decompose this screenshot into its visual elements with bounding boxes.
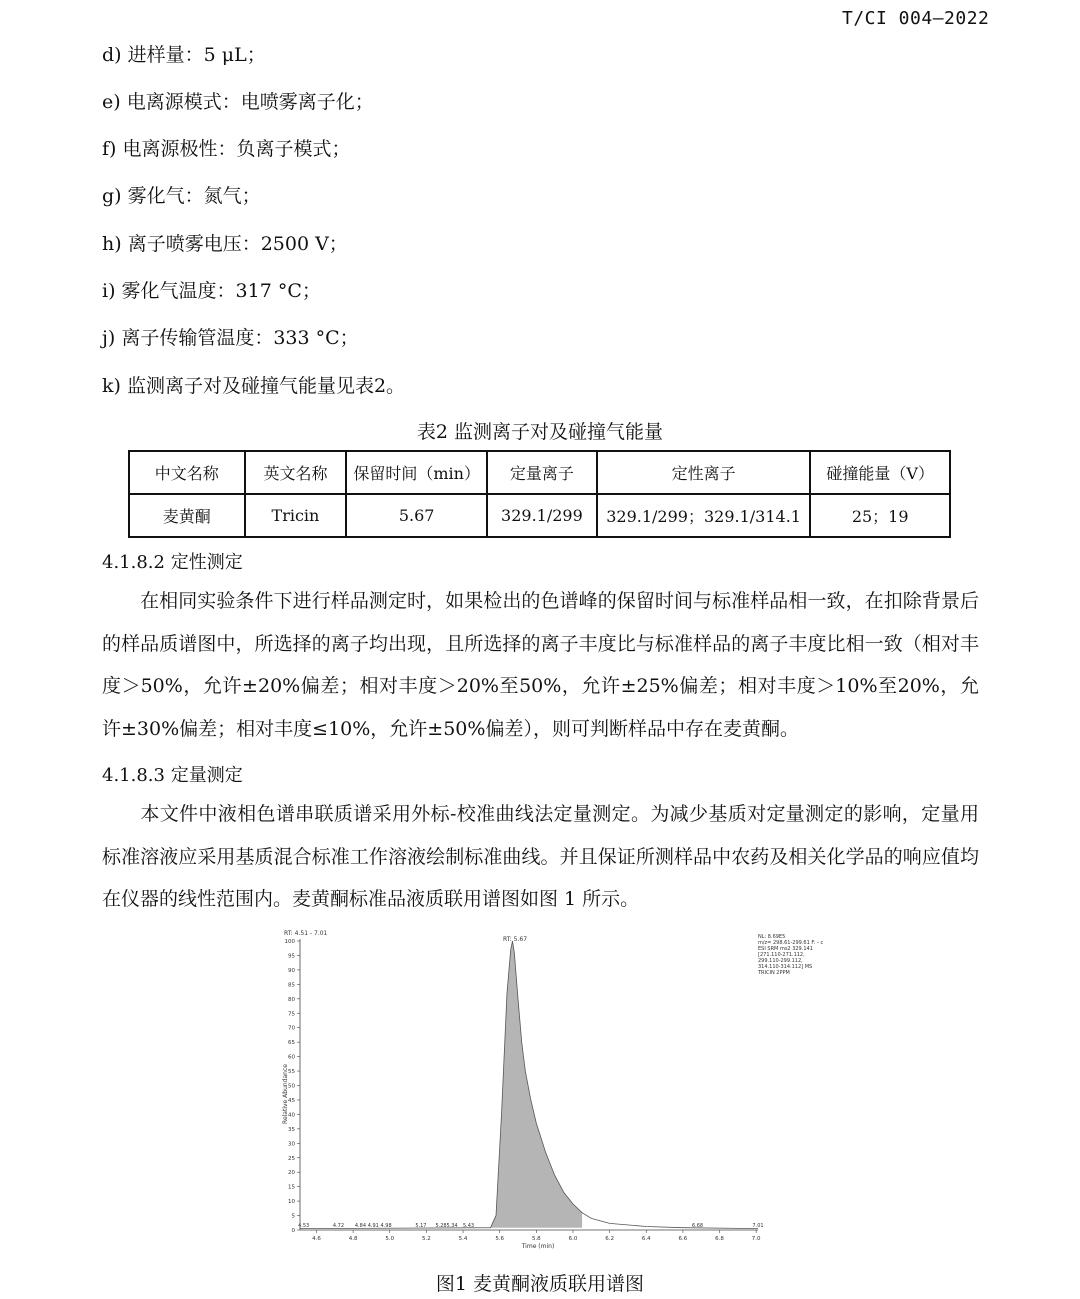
table-header-cell: 英文名称	[245, 451, 347, 494]
y-tick-label: 10	[288, 1199, 295, 1206]
y-tick-label: 60	[288, 1054, 295, 1061]
table-cell: Tricin	[245, 494, 347, 537]
y-tick-label: 0	[291, 1228, 295, 1234]
scan-info-line: TRICIN 2PPM	[758, 970, 790, 976]
y-tick-label: 25	[288, 1155, 295, 1162]
scan-info-line: [271.110-271.112,	[758, 952, 805, 958]
table-header-cell: 碰撞能量（V）	[810, 451, 950, 494]
table-row	[129, 494, 950, 537]
table-cell: 329.1/299	[487, 494, 597, 537]
paragraph	[102, 793, 979, 921]
table-header-cell: 保留时间（min）	[346, 451, 487, 494]
y-tick-label: 50	[288, 1083, 295, 1090]
y-tick-label: 100	[284, 939, 295, 945]
x-tick-label: 6.6	[678, 1236, 688, 1242]
scan-info-line: 299.110-299.112,	[758, 958, 803, 964]
paragraph	[102, 580, 979, 750]
y-tick-label: 65	[288, 1040, 295, 1047]
y-tick-label: 45	[288, 1097, 295, 1104]
y-tick-label: 30	[288, 1141, 295, 1148]
minor-peak-label: 5.28	[435, 1223, 447, 1229]
y-tick-label: 20	[288, 1170, 295, 1177]
table-header-cell: 中文名称	[129, 451, 245, 494]
x-tick-label: 7.0	[751, 1236, 761, 1242]
x-tick-label: 6.4	[641, 1236, 651, 1242]
peak-area	[491, 941, 583, 1228]
scan-info-line: NL: 8.69E5	[758, 934, 786, 940]
y-tick-label: 80	[288, 996, 295, 1003]
x-tick-label: 5.8	[531, 1236, 541, 1242]
y-tick-label: 75	[288, 1011, 295, 1018]
minor-peak-label: 4.98	[380, 1223, 392, 1229]
y-tick-label: 55	[288, 1069, 295, 1076]
table-caption: 表2 监测离子对及碰撞气能量	[416, 421, 664, 443]
x-tick-label: 5.2	[422, 1236, 431, 1242]
y-tick-label: 90	[288, 967, 295, 974]
section-heading: 4.1.8.2 定性测定	[102, 552, 243, 573]
minor-peak-label: 4.72	[332, 1223, 345, 1229]
y-tick-label: 70	[288, 1025, 295, 1032]
table-cell: 329.1/299；329.1/314.1	[597, 494, 811, 537]
y-tick-label: 95	[288, 953, 295, 960]
x-tick-label: 4.8	[348, 1236, 358, 1242]
table-header-cell: 定量离子	[487, 451, 597, 494]
x-tick-label: 6.8	[715, 1236, 724, 1242]
y-tick-label: 40	[288, 1112, 295, 1119]
list-item: h) 离子喷雾电压：2500 V；	[102, 233, 348, 255]
minor-peak-label: 5.17	[415, 1223, 427, 1229]
list-item: g) 雾化气：氮气；	[102, 185, 261, 207]
table-cell: 麦黄酮	[129, 494, 245, 537]
scan-info	[757, 934, 823, 976]
y-axis-label: Relative Abundance	[282, 1064, 289, 1124]
list-item: j) 离子传输管温度：333 °C；	[102, 327, 359, 349]
x-tick-label: 4.6	[312, 1236, 321, 1242]
minor-peak-label: 4.53	[298, 1223, 310, 1229]
table-header-cell: 定性离子	[597, 451, 811, 494]
x-tick-label: 6.2	[605, 1236, 614, 1242]
minor-peak-label: 4.91	[367, 1223, 379, 1229]
x-tick-label: 6.0	[568, 1236, 578, 1242]
minor-peak-label: 5.43	[462, 1223, 475, 1229]
minor-peak-label: 4.84	[354, 1223, 367, 1229]
table-header-row	[129, 451, 950, 494]
rt-range-label: RT: 4.51 - 7.01	[284, 930, 328, 937]
paragraph-text: 在相同实验条件下进行样品测定时，如果检出的色谱峰的保留时间与标准样品相一致，在扣除背景后的样品质谱图中，所选择的离子均出现，且所选择的离子丰度比与标准样品的离子丰度比相一致（相对丰度＞50%，允许±20%偏差；相对丰度＞20%至50%，允许±25%偏差；相对丰度＞10%至20%，允许±30%偏差；相对丰度≤10%，允许±50%偏差），则可判断样品中存在麦黄酮。	[102, 590, 979, 740]
y-tick-label: 85	[288, 982, 295, 989]
scan-info-line: ESI SRM ms2 329.141	[758, 946, 813, 952]
minor-peak-label: 7.01	[752, 1223, 764, 1229]
peak-rt-label: RT: 5.67	[503, 936, 528, 943]
x-tick-label: 5.4	[458, 1236, 468, 1242]
list-item: k) 监测离子对及碰撞气能量见表2。	[102, 375, 406, 397]
table-cell: 25；19	[810, 494, 950, 537]
ion-pair-table	[128, 450, 951, 538]
list-item: d) 进样量：5 μL；	[102, 44, 266, 66]
list-item: f) 电离源极性：负离子模式；	[102, 138, 351, 160]
x-tick-label: 5.0	[385, 1236, 395, 1242]
document-code: T/CI 004—2022	[842, 8, 990, 29]
y-tick-label: 5	[291, 1213, 295, 1220]
x-axis-label: Time (min)	[521, 1243, 555, 1250]
x-tick-label: 5.6	[495, 1236, 505, 1242]
y-tick-label: 35	[288, 1126, 295, 1133]
list-item: i) 雾化气温度：317 °C；	[102, 280, 321, 302]
y-tick-label: 15	[288, 1184, 295, 1191]
list-item: e) 电离源模式：电喷雾离子化；	[102, 91, 374, 113]
figure-caption: 图1 麦黄酮液质联用谱图	[435, 1273, 645, 1295]
minor-peak-label: 6.68	[691, 1223, 704, 1229]
paragraph-text: 本文件中液相色谱串联质谱采用外标-校准曲线法定量测定。为减少基质对定量测定的影响，定量用标准溶液应采用基质混合标准工作溶液绘制标准曲线。并且保证所测样品中农药及相关化学品的响应值均在仪器的线性范围内。麦黄酮标准品液质联用谱图如图 1 所示。	[102, 803, 979, 911]
minor-peak-label: 5.34	[446, 1223, 458, 1229]
chromatogram-chart	[270, 924, 824, 1254]
table-cell: 5.67	[346, 494, 487, 537]
scan-info-line: m/z= 298.61-299.61 F: - c	[758, 940, 824, 946]
section-heading: 4.1.8.3 定量测定	[102, 765, 243, 786]
scan-info-line: 314.110-314.112] MS	[758, 964, 813, 970]
